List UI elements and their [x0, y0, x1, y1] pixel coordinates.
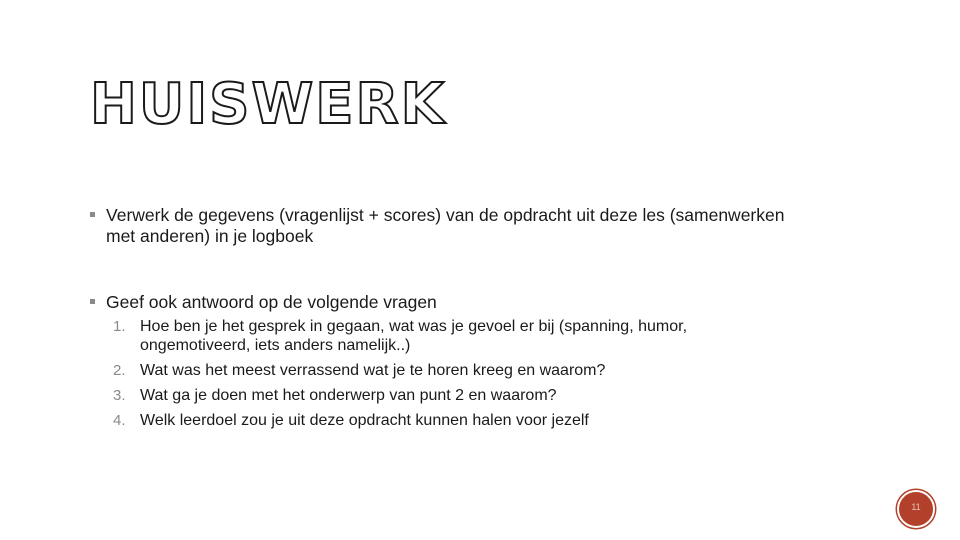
question-text: Welk leerdoel zou je uit deze opdracht kunnen halen voor jezelf	[140, 412, 589, 429]
question-text: Hoe ben je het gesprek in gegaan, wat was je gevoel er bij (spanning, humor, ongemotiveerd, iets anders namelijk..)	[140, 318, 688, 354]
slide-content	[88, 205, 788, 436]
page-number-badge	[897, 490, 935, 528]
square-bullet-icon	[90, 212, 95, 217]
bullet-text: Verwerk de gegevens (vragenlijst + scores) van de opdracht uit deze les (samenwerken met anderen) in je logboek	[106, 205, 785, 246]
question-item	[106, 317, 788, 355]
bullet-text: Geef ook antwoord op de volgende vragen	[106, 292, 437, 312]
bullet-item	[88, 292, 788, 313]
question-item	[106, 411, 788, 430]
bullet-item	[88, 205, 788, 247]
question-item	[106, 361, 788, 380]
question-list	[88, 317, 788, 430]
question-number: 2.	[113, 362, 126, 379]
question-number: 3.	[113, 387, 126, 404]
square-bullet-icon	[90, 299, 95, 304]
question-number: 4.	[113, 412, 126, 429]
question-text: Wat was het meest verrassend wat je te horen kreeg en waarom?	[140, 362, 606, 379]
question-text: Wat ga je doen met het onderwerp van punt 2 en waarom?	[140, 387, 557, 404]
slide-title: HUISWERK	[90, 72, 447, 137]
question-item	[106, 386, 788, 405]
page-number: 11	[911, 502, 921, 512]
question-number: 1.	[113, 318, 126, 335]
